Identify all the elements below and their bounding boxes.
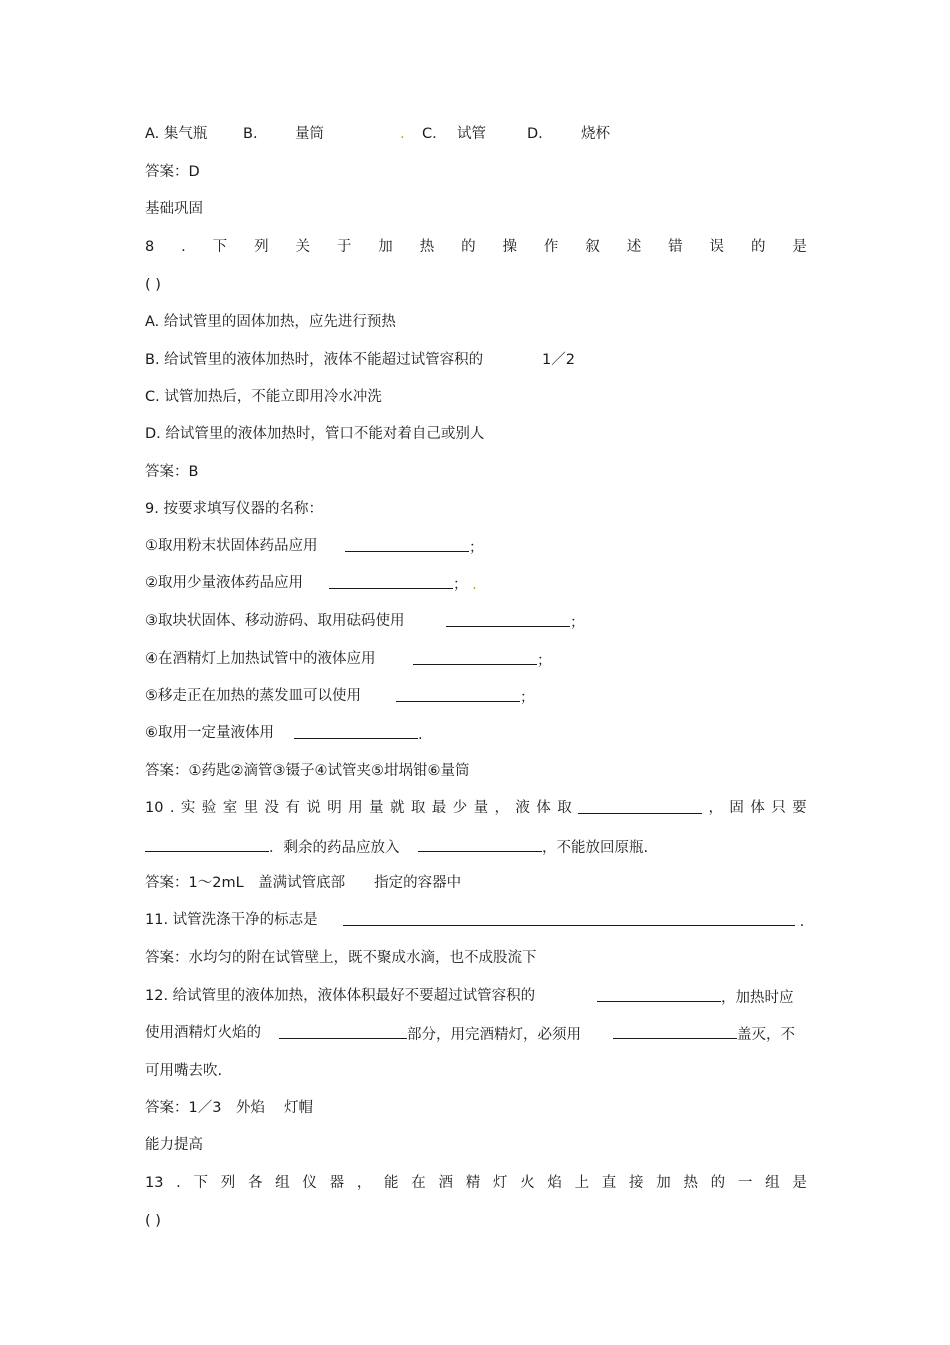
answer-blank[interactable] bbox=[294, 723, 418, 739]
q10-line-1: 10 . 实 验 室 里 没 有 说 明 用 量 就 取 最 少 量 ， 液 体 取 ， 固 体 只 要 bbox=[145, 800, 807, 816]
answer-blank[interactable] bbox=[343, 910, 795, 926]
answer-blank[interactable] bbox=[613, 1023, 737, 1039]
answer-blank[interactable] bbox=[345, 536, 469, 552]
answer-blank[interactable] bbox=[578, 798, 702, 814]
q9-answer: 答案：①药匙②滴管③镊子④试管夹⑤坩埚钳⑥量筒 bbox=[145, 763, 470, 779]
answer-blank[interactable] bbox=[418, 836, 542, 852]
q12-line-3: 可用嘴去吹. bbox=[145, 1063, 223, 1079]
q12-line-2: 使用酒精灯火焰的 部分，用完酒精灯，必须用 盖灭，不 bbox=[145, 1025, 795, 1043]
stray-dot-mark: . bbox=[400, 126, 405, 142]
q11-stem: 11. 试管洗涤干净的标志是 . bbox=[145, 912, 805, 930]
q7-option-b-letter: B. bbox=[243, 126, 258, 142]
q9-item-3: ③取块状固体、移动游码、取用砝码使用 ； bbox=[145, 613, 585, 631]
q8-stem: 8 . 下 列 关 于 加 热 的 操 作 叙 述 错 误 的 是 bbox=[145, 239, 807, 255]
answer-blank[interactable] bbox=[413, 649, 537, 665]
q7-option-d-letter: D. bbox=[527, 126, 543, 142]
q7-option-a: A. 集气瓶 bbox=[145, 126, 208, 142]
stray-dot-mark: . bbox=[472, 577, 477, 593]
q10-answer: 答案：1～2mL 盖满试管底部 指定的容器中 bbox=[145, 875, 462, 891]
answer-blank[interactable] bbox=[446, 611, 570, 627]
q13-answer-paren: ( ) bbox=[145, 1213, 161, 1229]
q9-item-1: ①取用粉末状固体药品应用 ； bbox=[145, 538, 484, 556]
answer-blank[interactable] bbox=[329, 573, 453, 589]
q8-option-c: C. 试管加热后，不能立即用冷水冲洗 bbox=[145, 389, 382, 405]
section-basic-heading: 基础巩固 bbox=[145, 201, 203, 217]
q8-answer-paren: ( ) bbox=[145, 277, 161, 293]
q9-item-4: ④在酒精灯上加热试管中的液体应用 ； bbox=[145, 651, 552, 669]
q7-option-c-text: 试管 bbox=[457, 126, 486, 142]
q9-item-2: ②取用少量液体药品应用 ； . bbox=[145, 575, 477, 593]
q9-item-6: ⑥取用一定量液体用 . bbox=[145, 725, 423, 743]
q9-item-5: ⑤移走正在加热的蒸发皿可以使用 ； bbox=[145, 688, 535, 706]
q7-options bbox=[0, 124, 950, 144]
q7-option-b-text: 量筒 bbox=[295, 126, 324, 142]
q8-answer: 答案：B bbox=[145, 464, 199, 480]
answer-blank[interactable] bbox=[597, 986, 721, 1002]
answer-blank[interactable] bbox=[145, 836, 269, 852]
q12-line-1: 12. 给试管里的液体加热，液体体积最好不要超过试管容积的 ，加热时应 bbox=[145, 988, 794, 1006]
q13-stem: 13 . 下 列 各 组 仪 器 ， 能 在 酒 精 灯 火 焰 上 直 接 加 热 的 一 组 是 bbox=[145, 1175, 807, 1191]
q7-answer: 答案：D bbox=[145, 164, 200, 180]
q9-stem: 9. 按要求填写仪器的名称： bbox=[145, 501, 323, 517]
q12-answer: 答案：1／3 外焰 灯帽 bbox=[145, 1100, 314, 1116]
q8-option-b-fraction: 1／2 bbox=[542, 352, 575, 368]
q8-option-b: B. 给试管里的液体加热时，液体不能超过试管容积的 1／2 bbox=[145, 352, 575, 368]
q8-option-a: A. 给试管里的固体加热，应先进行预热 bbox=[145, 314, 396, 330]
q8-option-d: D. 给试管里的液体加热时，管口不能对着自己或别人 bbox=[145, 426, 485, 442]
q10-line-2: ．剩余的药品应放入 ，不能放回原瓶. bbox=[145, 836, 400, 858]
q7-option-c-letter: C. bbox=[422, 126, 437, 142]
answer-blank[interactable] bbox=[279, 1023, 407, 1039]
section-advanced-heading: 能力提高 bbox=[145, 1137, 203, 1153]
q7-option-d-text: 烧杯 bbox=[581, 126, 610, 142]
answer-blank[interactable] bbox=[396, 686, 520, 702]
q11-answer: 答案：水均匀的附在试管壁上，既不聚成水滴，也不成股流下 bbox=[145, 950, 537, 966]
